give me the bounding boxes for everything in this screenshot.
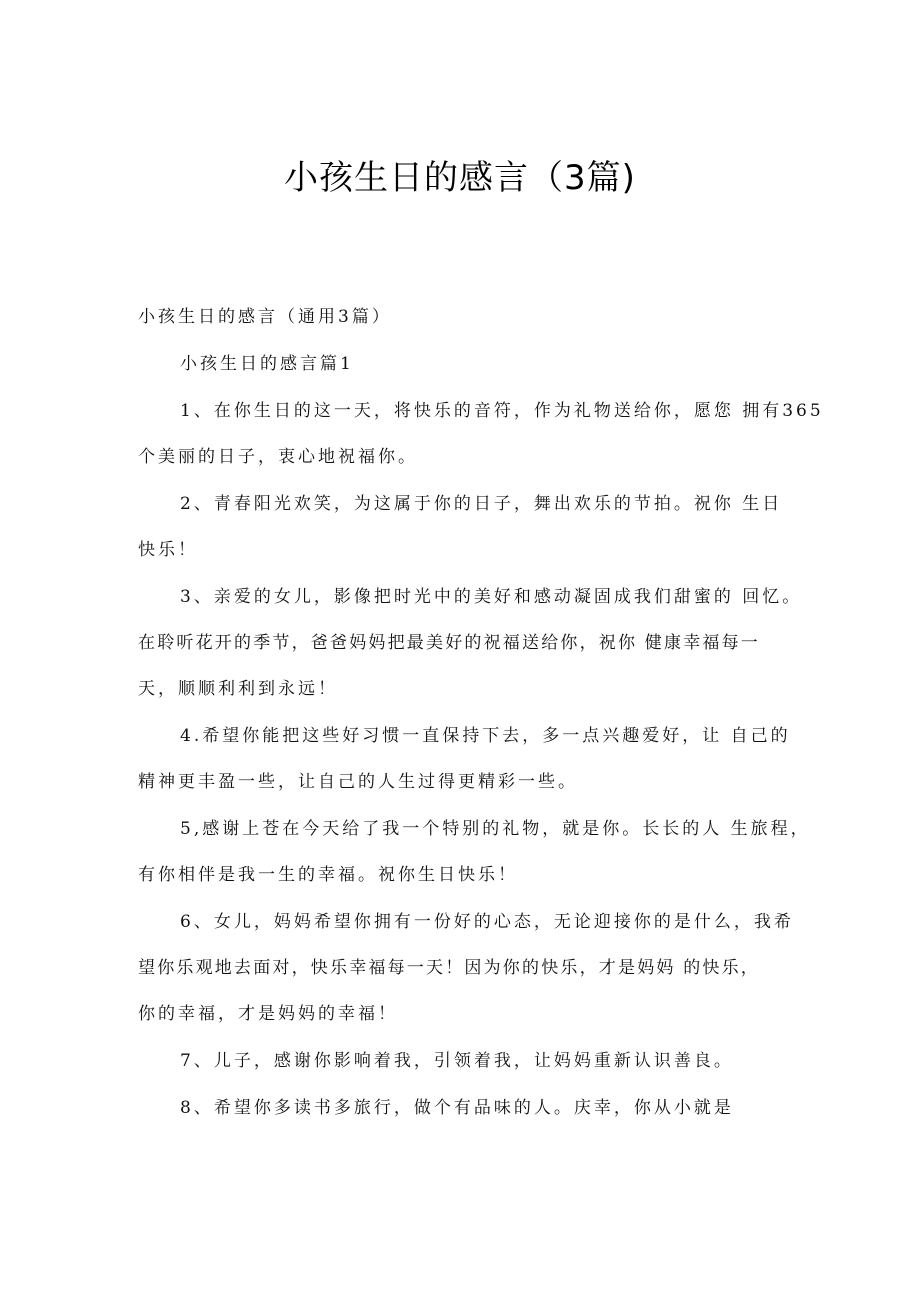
- paragraph-3: [138, 585, 803, 701]
- paragraph-line: 快乐！: [138, 540, 198, 560]
- document-body: [138, 305, 824, 1143]
- paragraph-line: 6、女儿，妈妈希望你拥有一份好的心态，无论迎接你的是什么，我希: [180, 912, 794, 932]
- document-subtitle: 小孩生日的感言（通用3篇）: [138, 307, 392, 327]
- paragraph-6: [138, 910, 798, 1026]
- paragraph-line: 天，顺顺利利到永远！: [138, 679, 338, 699]
- paragraph-1: [138, 399, 824, 469]
- paragraph-line: 3、亲爱的女儿，影像把时光中的美好和感动凝固成我们甜蜜的 回忆。: [180, 587, 803, 607]
- paragraph-4: [138, 724, 798, 794]
- paragraph-line: 有你相伴是我一生的幸福。祝你生日快乐！: [138, 865, 518, 885]
- section-title: 小孩生日的感言篇1: [180, 354, 354, 374]
- paragraph-line: 1、在你生日的这一天，将快乐的音符，作为礼物送给你，愿您 拥有365: [180, 401, 824, 421]
- paragraph-2: [138, 492, 798, 562]
- paragraph-line: 2、青春阳光欢笑，为这属于你的日子，舞出欢乐的节拍。祝你 生日: [180, 494, 783, 514]
- paragraph-line: 个美丽的日子，衷心地祝福你。: [138, 447, 418, 467]
- paragraph-line: 精神更丰盈一些，让自己的人生过得更精彩一些。: [138, 772, 578, 792]
- paragraph-8: [138, 1096, 798, 1120]
- paragraph-7: [138, 1049, 798, 1073]
- paragraph-line: 5,感谢上苍在今天给了我一个特别的礼物，就是你。长长的人 生旅程，: [180, 819, 811, 839]
- paragraph-line: 8、希望你多读书多旅行，做个有品味的人。庆幸，你从小就是: [180, 1098, 734, 1118]
- paragraph-line: 你的幸福，才是妈妈的幸福！: [138, 1004, 398, 1024]
- paragraph-line: 4.希望你能把这些好习惯一直保持下去，多一点兴趣爱好，让 自己的: [180, 726, 791, 746]
- paragraph-line: 在聆听花开的季节，爸爸妈妈把最美好的祝福送给你，祝你 健康幸福每一: [138, 633, 761, 653]
- paragraph-5: [138, 817, 811, 887]
- document-title: 小孩生日的感言（3篇): [284, 158, 636, 198]
- paragraph-line: 望你乐观地去面对，快乐幸福每一天！因为你的快乐，才是妈妈 的快乐，: [138, 958, 761, 978]
- paragraph-line: 7、儿子，感谢你影响着我，引领着我，让妈妈重新认识善良。: [180, 1051, 734, 1071]
